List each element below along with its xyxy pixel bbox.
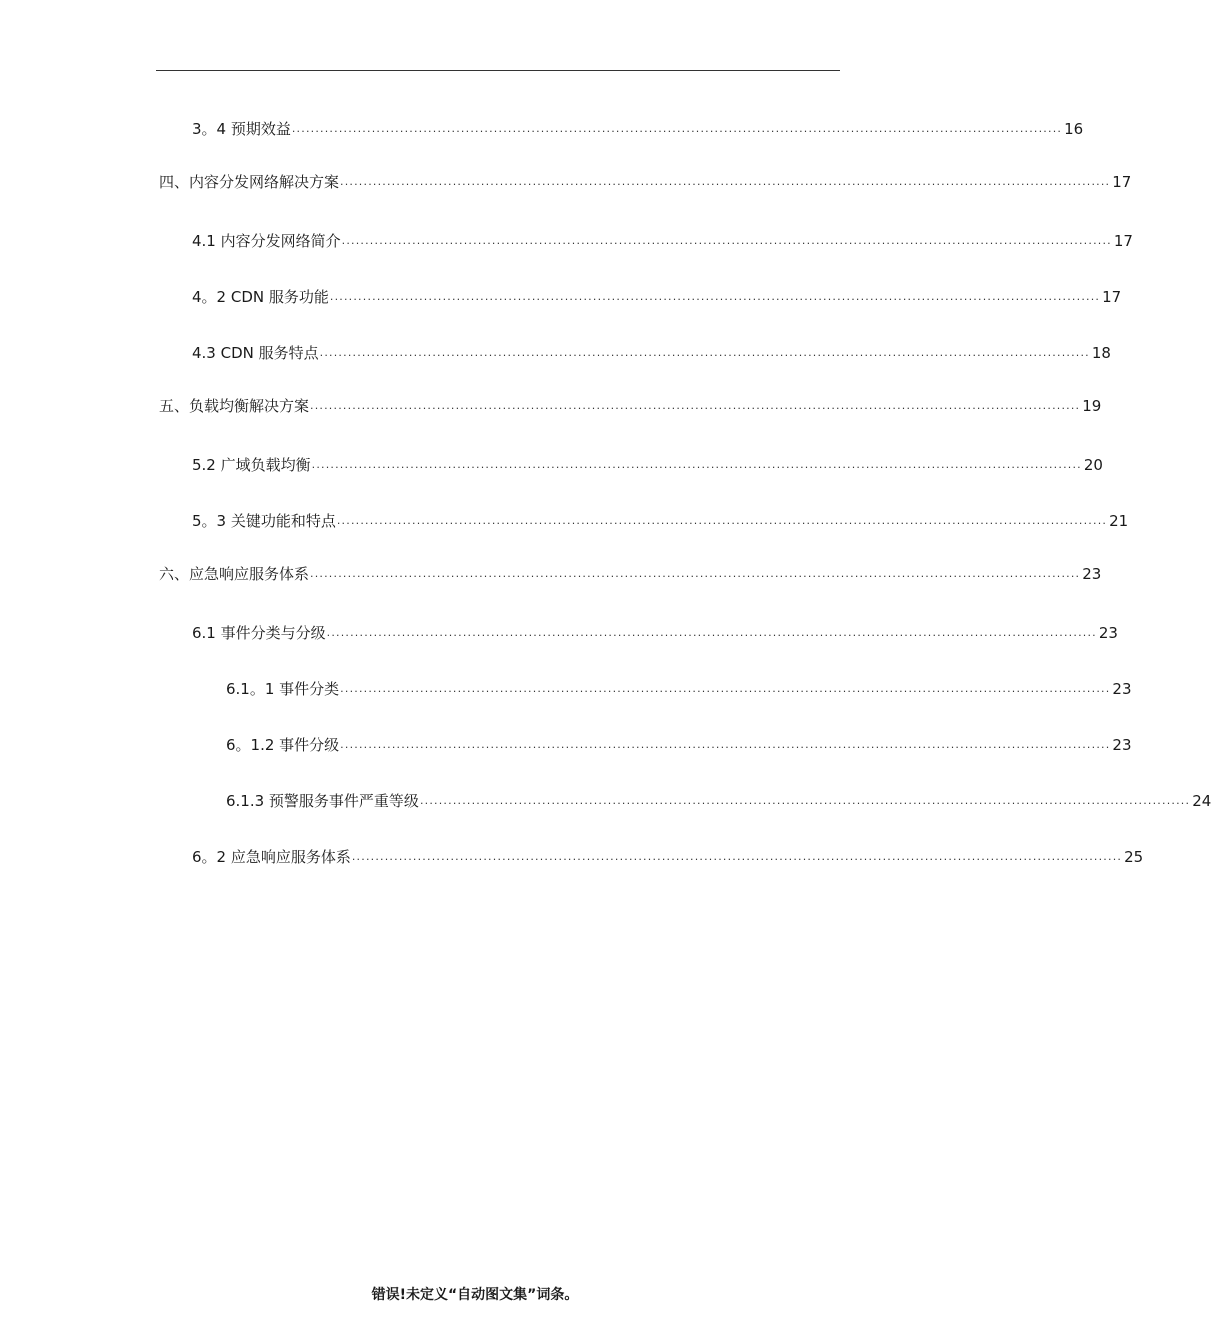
toc-page-number: 17 [1112, 173, 1132, 191]
toc-leader-dots: .................................................................................................................................................................... [340, 682, 1111, 695]
toc-entry-title: 6.1 事件分类与分级 [192, 624, 326, 642]
toc-row[interactable] [192, 843, 1144, 867]
toc-entry-title: 3。4 预期效益 [192, 120, 291, 138]
toc-leader-dots: .................................................................................................................................................................... [419, 794, 1191, 807]
toc-row[interactable] [192, 115, 1084, 139]
toc-entry-title: 6.1.3 预警服务事件严重等级 [226, 792, 419, 810]
toc-page-number: 17 [1113, 232, 1133, 250]
toc-row[interactable] [159, 560, 1102, 584]
toc-leader-dots: .................................................................................................................................................................... [291, 122, 1063, 135]
toc-row[interactable] [226, 787, 1211, 811]
toc-page-number: 20 [1083, 456, 1103, 474]
toc-row[interactable] [226, 731, 1132, 755]
toc-row[interactable] [226, 675, 1132, 699]
toc-entry-title: 五、负载均衡解决方案 [159, 397, 310, 415]
toc-row[interactable] [192, 507, 1129, 531]
toc-page-number: 19 [1082, 397, 1102, 415]
toc-leader-dots: .................................................................................................................................................................... [341, 234, 1112, 247]
header-rule [156, 70, 840, 71]
toc-row[interactable] [192, 619, 1118, 643]
toc-row[interactable] [159, 168, 1132, 192]
toc-leader-dots: .................................................................................................................................................................... [326, 626, 1097, 639]
toc-leader-dots: .................................................................................................................................................................... [329, 290, 1101, 303]
toc-page-number: 24 [1192, 792, 1211, 810]
toc-page-number: 21 [1109, 512, 1129, 530]
toc-row[interactable] [192, 283, 1122, 307]
toc-leader-dots: .................................................................................................................................................................... [340, 738, 1111, 751]
toc-entry-title: 6。2 应急响应服务体系 [192, 848, 351, 866]
toc-entry-title: 六、应急响应服务体系 [159, 565, 310, 583]
toc-leader-dots: .................................................................................................................................................................... [311, 458, 1082, 471]
toc-row[interactable] [192, 451, 1103, 475]
toc-page-number: 23 [1082, 565, 1102, 583]
toc-leader-dots: .................................................................................................................................................................... [340, 175, 1111, 188]
toc-leader-dots: .................................................................................................................................................................... [351, 850, 1123, 863]
toc-page-number: 23 [1098, 624, 1118, 642]
toc-page-number: 25 [1124, 848, 1144, 866]
toc-leader-dots: .................................................................................................................................................................... [336, 514, 1108, 527]
toc-entry-title: 4.1 内容分发网络简介 [192, 232, 341, 250]
toc-row[interactable] [192, 227, 1133, 251]
toc-entry-title: 4。2 CDN 服务功能 [192, 288, 329, 306]
toc-row[interactable] [159, 392, 1102, 416]
toc-page-number: 23 [1112, 680, 1132, 698]
toc-leader-dots: .................................................................................................................................................................... [310, 399, 1081, 412]
toc-leader-dots: .................................................................................................................................................................... [310, 567, 1081, 580]
toc-page-number: 18 [1091, 344, 1111, 362]
toc-entry-title: 6。1.2 事件分级 [226, 736, 340, 754]
toc-row[interactable] [192, 339, 1111, 363]
page-footer: 错误!未定义“自动图文集”词条。 [371, 1287, 579, 1303]
toc-entry-title: 5.2 广域负载均衡 [192, 456, 311, 474]
toc-page-number: 23 [1112, 736, 1132, 754]
toc-entry-title: 4.3 CDN 服务特点 [192, 344, 319, 362]
toc-entry-title: 6.1。1 事件分类 [226, 680, 340, 698]
toc-page-number: 16 [1064, 120, 1084, 138]
toc-leader-dots: .................................................................................................................................................................... [319, 346, 1090, 359]
toc-entry-title: 5。3 关键功能和特点 [192, 512, 336, 530]
toc-entry-title: 四、内容分发网络解决方案 [159, 173, 340, 191]
toc-page-number: 17 [1102, 288, 1122, 306]
